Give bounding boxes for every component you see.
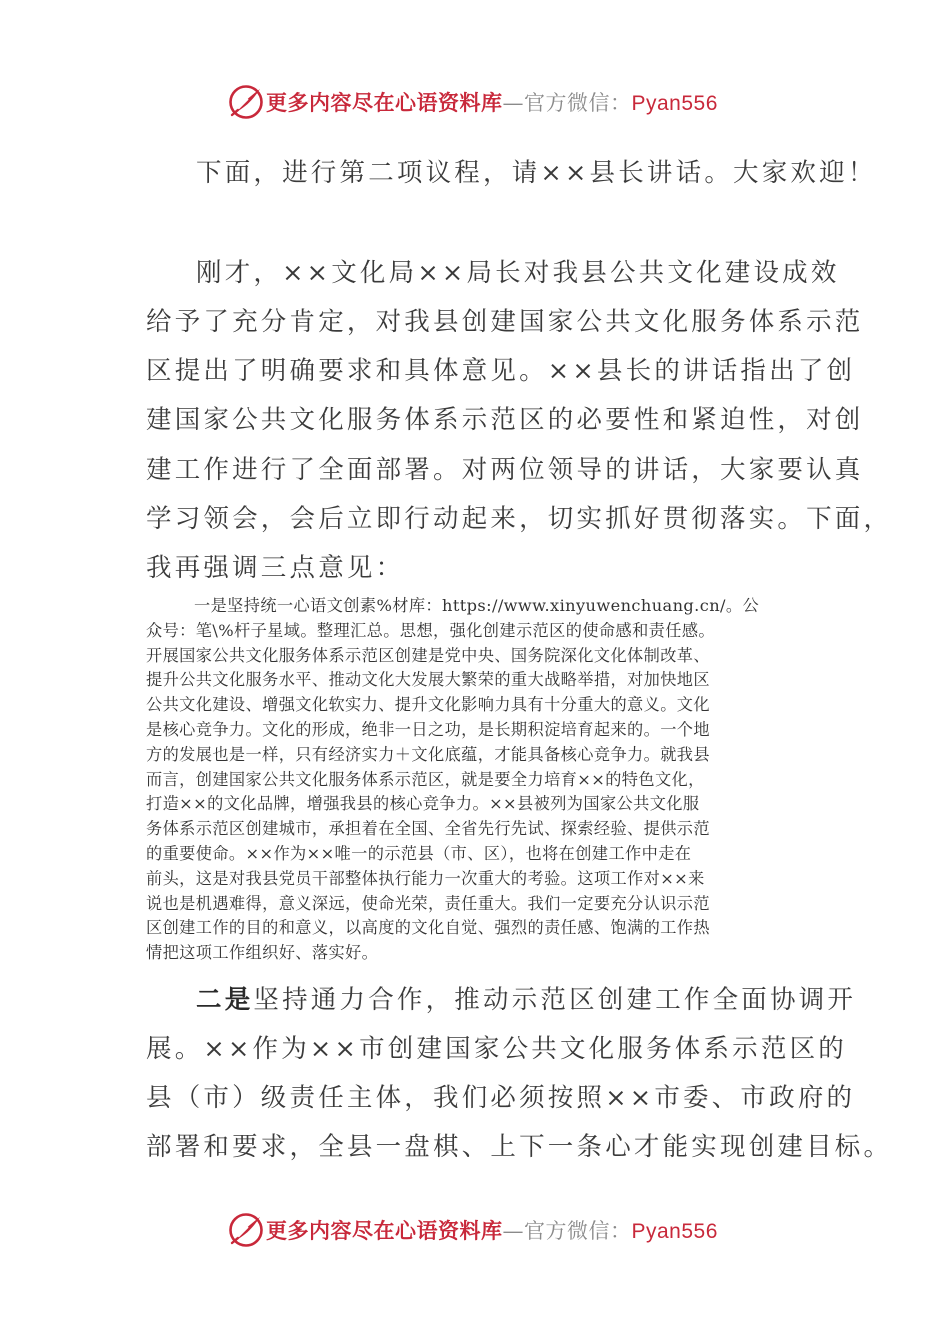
point-one-line: 前头，这是对我县党员干部整体执行能力一次重大的考验。这项工作对××来 xyxy=(146,868,705,888)
agenda-line: 下面，进行第二项议程，请××县长讲话。大家欢迎！ xyxy=(196,158,877,188)
point-two-first-line xyxy=(196,980,856,1016)
para2-line: 建工作进行了全面部署。对两位领导的讲话，大家要认真 xyxy=(146,455,864,485)
point-one-line: 公共文化建设、增强文化软实力、提升文化影响力具有十分重大的意义。文化 xyxy=(146,695,710,715)
point-one-line: 一是坚持统一心语文创素%材库：https://www.xinyuwenchuang.cn/。公 xyxy=(194,596,760,615)
footer-banner xyxy=(228,1210,748,1250)
point-one-line: 区创建工作的目的和意义，以高度的文化自觉、强烈的责任感、饱满的工作热 xyxy=(146,918,710,938)
point-one-line: 提升公共文化服务水平、推动文化大发展大繁荣的重大战略举措，对加快地区 xyxy=(146,670,710,690)
point-one-line: 众号：笔\%杆子星域。整理汇总。思想，强化创建示范区的使命感和责任感。 xyxy=(146,620,716,640)
point-one-line: 务体系示范区创建城市，承担着在全国、全省先行先试、探索经验、提供示范 xyxy=(146,819,710,839)
point-one-line: 开展国家公共文化服务体系示范区创建是党中央、国务院深化文化体制改革、 xyxy=(146,645,710,665)
quill-pen-logo-icon xyxy=(228,1212,264,1248)
point-one-line: 是核心竞争力。文化的形成，绝非一日之功，是长期积淀培育起来的。一个地 xyxy=(146,719,710,739)
para2-line: 刚才，××文化局××局长对我县公共文化建设成效 xyxy=(196,258,840,288)
header-banner xyxy=(228,82,748,122)
point-one-line: 的重要使命。××作为××唯一的示范县（市、区），也将在创建工作中走在 xyxy=(146,843,692,863)
para2-line: 给予了充分肯定，对我县创建国家公共文化服务体系示范 xyxy=(146,307,864,337)
para2-line: 我再强调三点意见： xyxy=(146,553,405,583)
para2-line: 建国家公共文化服务体系示范区的必要性和紧迫性，对创 xyxy=(146,405,864,435)
para2-line: 学习领会，会后立即行动起来，切实抓好贯彻落实。下面， xyxy=(146,504,893,534)
point-one-line: 方的发展也是一样，只有经济实力＋文化底蕴，才能具备核心竞争力。就我县 xyxy=(146,744,710,764)
para2-line: 区提出了明确要求和具体意见。××县长的讲话指出了创 xyxy=(146,356,856,386)
point-two-lead: 二是 xyxy=(196,985,254,1015)
banner-text: 更多内容尽在心语资料库—官方微信：Pyan556 xyxy=(266,90,718,115)
point-one-line: 而言，创建国家公共文化服务体系示范区，就是要全力培育××的特色文化， xyxy=(146,769,705,789)
point-one-paragraph xyxy=(146,594,806,966)
point-one-line: 说也是机遇难得，意义深远，使命光荣，责任重大。我们一定要充分认识示范 xyxy=(146,893,710,913)
point-two-line: 部署和要求，全县一盘棋、上下一条心才能实现创建目标。 xyxy=(146,1132,893,1162)
point-two-line: 县（市）级责任主体，我们必须按照××市委、市政府的 xyxy=(146,1083,856,1113)
quill-pen-logo-icon xyxy=(228,84,264,120)
point-one-line: 情把这项工作组织好、落实好。 xyxy=(146,943,379,963)
point-two-line: 展。××作为××市创建国家公共文化服务体系示范区的 xyxy=(146,1034,847,1064)
point-two-text: 坚持通力合作，推动示范区创建工作全面协调开 xyxy=(253,985,857,1015)
point-one-line: 打造××的文化品牌，增强我县的核心竞争力。××县被列为国家公共文化服 xyxy=(146,794,700,814)
banner-text: 更多内容尽在心语资料库—官方微信：Pyan556 xyxy=(266,1218,718,1243)
